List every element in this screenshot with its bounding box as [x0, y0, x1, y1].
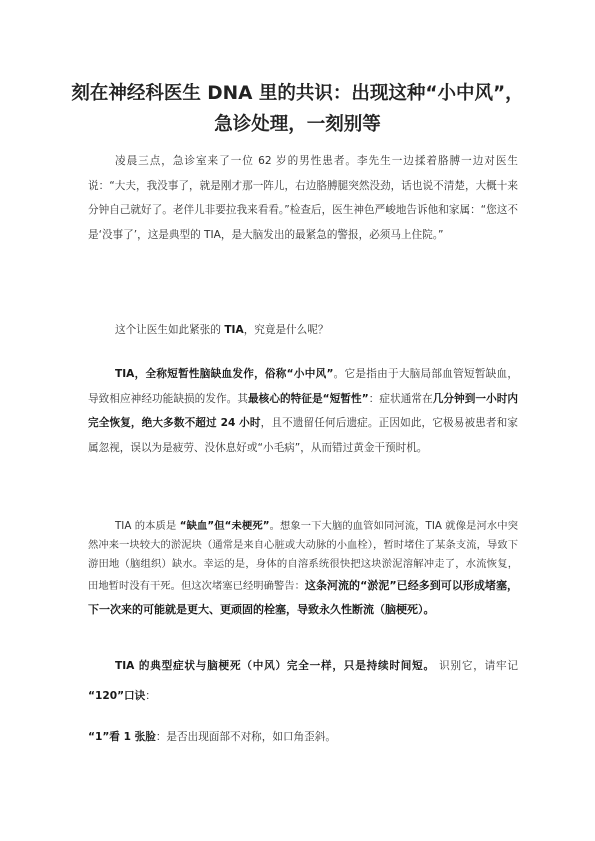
essence-bold-1: “缺血”但“未梗死” — [179, 520, 270, 532]
title-line-1: 刻在神经科医生 DNA 里的共识：出现这种“小中风”， — [71, 83, 524, 104]
article-title — [60, 78, 535, 140]
question-pre: 这个让医生如此紧张的 — [115, 324, 225, 336]
question-paragraph — [88, 318, 518, 342]
title-line-2: 急诊处理，一刻别等 — [214, 114, 381, 135]
symptoms-paragraph — [88, 651, 518, 711]
definition-bold-3: 几分钟到一小时内完全恢复，绝大多数不超过 24 小时 — [88, 392, 519, 430]
essence-paragraph — [88, 517, 518, 622]
essence-text-1: TIA 的本质是 — [115, 520, 180, 532]
definition-paragraph — [88, 362, 518, 461]
essence-bold-2: 这条河流的“淤泥”已经多到可以形成堵塞，下一次来的可能就是更大、更顽固的栓塞，导致永久性断流（脑梗死）。 — [88, 579, 518, 616]
definition-text-1: 。它是指由于大脑局部血管短暂缺血，导致相应神经功能缺损的发作。其 — [88, 368, 518, 405]
symptoms-text-2: ： — [145, 690, 156, 702]
symptoms-text-1: 识别它，请牢记 — [434, 660, 518, 672]
essence-text-2: 。想象一下大脑的血管如同河流，TIA 就像是河水中突然冲来一块较大的淤泥块（通常是来自心脏或大动脉的小血栓），暂时堵住了某条支流，导致下游田地（脑组织）缺水。幸运的是，身体的自溶系统很快把这块淤泥溶解冲走了，水流恢复，田地暂时没有干死。但这次堵塞已经明确警告： — [88, 520, 518, 592]
definition-text-2: ：症状通常在 — [368, 392, 433, 405]
face-check-bold: “1”看 1 张脸 — [88, 731, 156, 743]
symptoms-bold-2: “120”口诀 — [88, 690, 146, 702]
story-text: 凌晨三点，急诊室来了一位 62 岁的男性患者。李先生一边揉着胳膊一边对医生说：“大夫，我没事了，就是刚才那一阵儿，右边胳膊腿突然没劲，话也说不清楚，大概十来分钟自己就好了。老伴儿非要拉我来看看。”检查后，医生神色严峻地告诉他和家属：“您这不是‘没事了’，这是典型的 TIA，是大脑发出的最紧急的警报，必须马上住院。” — [88, 155, 518, 241]
symptoms-bold-1: TIA 的典型症状与脑梗死（中风）完全一样，只是持续时间短。 — [115, 660, 435, 672]
question-post: ，究竟是什么呢？ — [243, 324, 329, 336]
question-bold: TIA — [224, 324, 244, 336]
face-check-paragraph — [88, 725, 518, 749]
definition-bold-2: 最核心的特征是“短暂性” — [248, 392, 369, 405]
face-check-text: ：是否出现面部不对称，如口角歪斜。 — [155, 731, 336, 743]
definition-text-3: ，且不遗留任何后遗症。正因如此，它极易被患者和家属忽视，误以为是疲劳、没休息好或“小毛病”，从而错过黄金干预时机。 — [88, 417, 518, 455]
definition-bold-1: TIA，全称短暂性脑缺血发作，俗称“小中风” — [115, 368, 334, 380]
story-paragraph — [88, 149, 518, 247]
